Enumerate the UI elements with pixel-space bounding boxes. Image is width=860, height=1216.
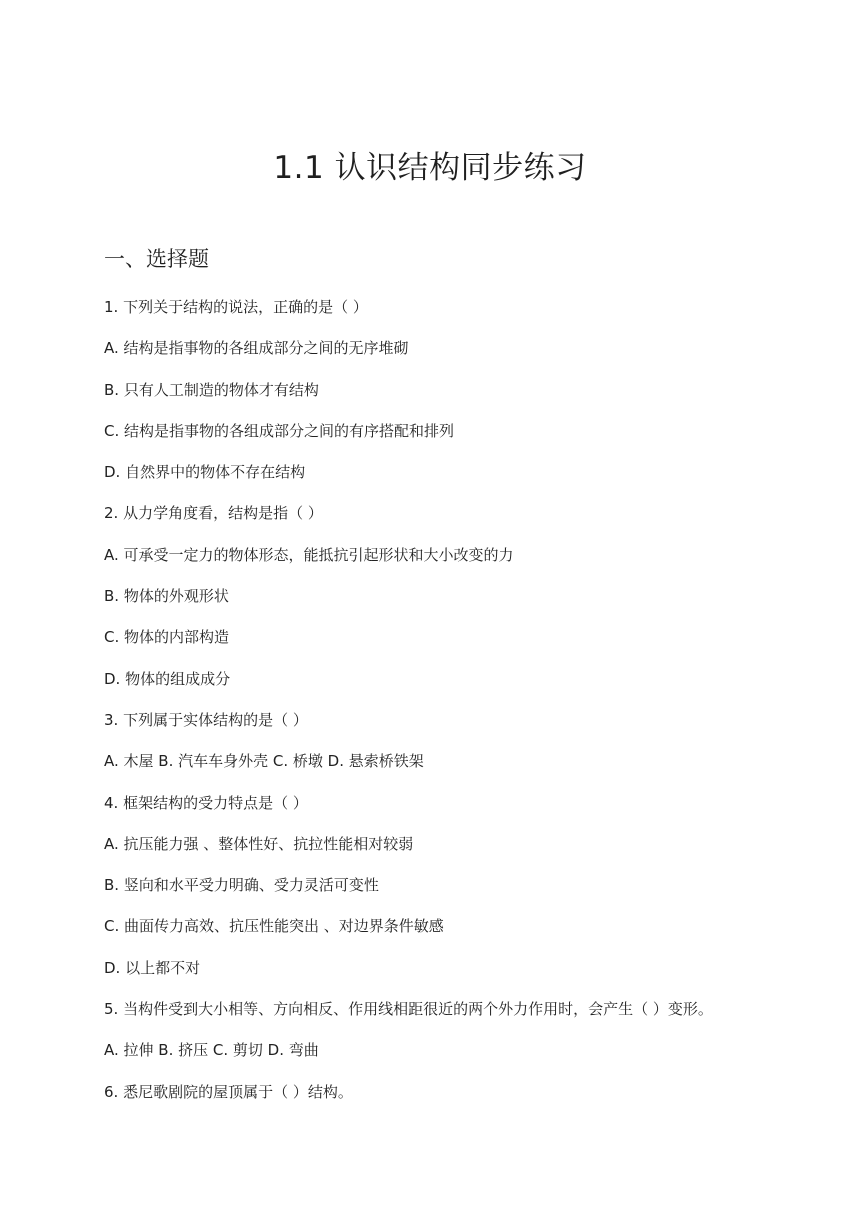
question-2-option-c: C. 物体的内部构造 <box>104 628 230 647</box>
question-4-option-b: B. 竖向和水平受力明确、受力灵活可变性 <box>104 876 379 895</box>
question-3: 3. 下列属于实体结构的是（ ） <box>104 710 308 729</box>
question-4: 4. 框架结构的受力特点是（ ） <box>104 793 308 812</box>
question-2: 2. 从力学角度看，结构是指（ ） <box>104 504 323 523</box>
question-list <box>104 295 824 1121</box>
question-6: 6. 悉尼歌剧院的屋顶属于（ ）结构。 <box>104 1082 353 1101</box>
question-3-options: A. 木屋 B. 汽车车身外壳 C. 桥墩 D. 悬索桥铁架 <box>104 752 424 771</box>
question-1-option-a: A. 结构是指事物的各组成部分之间的无序堆砌 <box>104 339 409 358</box>
question-2-option-b: B. 物体的外观形状 <box>104 587 229 606</box>
document-title: 1.1 认识结构同步练习 <box>273 150 587 186</box>
question-2-option-d: D. 物体的组成成分 <box>104 669 231 688</box>
section-heading: 一、选择题 <box>104 247 209 271</box>
question-1-option-d: D. 自然界中的物体不存在结构 <box>104 463 306 482</box>
question-5: 5. 当构件受到大小相等、方向相反、作用线相距很近的两个外力作用时，会产生（ ）变形。 <box>104 1000 713 1019</box>
question-1: 1. 下列关于结构的说法，正确的是（ ） <box>104 298 368 316</box>
question-4-option-c: C. 曲面传力高效、抗压性能突出 、对边界条件敏感 <box>104 917 444 936</box>
question-4-option-d: D. 以上都不对 <box>104 958 201 977</box>
question-2-option-a: A. 可承受一定力的物体形态，能抵抗引起形状和大小改变的力 <box>104 545 514 564</box>
question-5-options: A. 拉伸 B. 挤压 C. 剪切 D. 弯曲 <box>104 1041 319 1060</box>
question-1-option-b: B. 只有人工制造的物体才有结构 <box>104 380 319 399</box>
question-4-option-a: A. 抗压能力强 、整体性好、抗拉性能相对较弱 <box>104 834 414 853</box>
question-1-option-c: C. 结构是指事物的各组成部分之间的有序搭配和排列 <box>104 421 455 440</box>
